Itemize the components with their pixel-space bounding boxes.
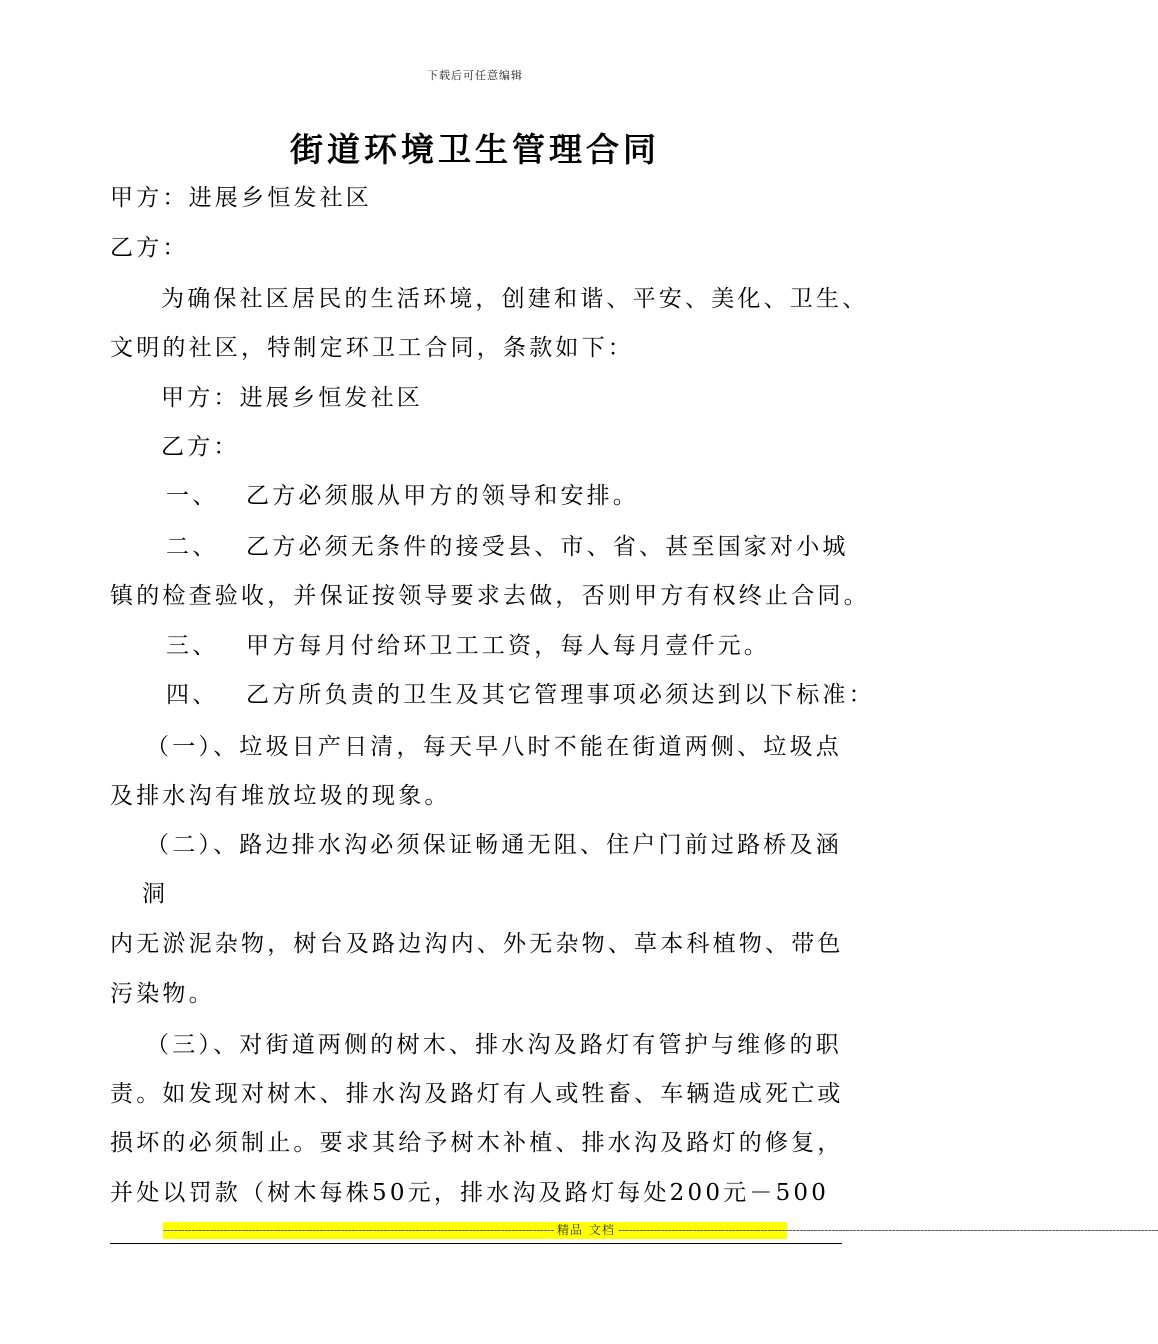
intro-line-1: 为确保社区居民的生活环境，创建和谐、平安、美化、卫生、 <box>161 286 869 312</box>
sub-2-line-3: 内无淤泥杂物，树台及路边沟内、外无杂物、草本科植物、带色 <box>110 931 844 957</box>
sub-3-line-3: 损坏的必须制止。要求其给予树木补植、排水沟及路灯的修复， <box>110 1130 844 1156</box>
intro-line-2: 文明的社区，特制定环卫工合同，条款如下： <box>110 335 634 361</box>
sub-1-line-2: 及排水沟有堆放垃圾的现象。 <box>110 783 451 809</box>
footer-label-1: 精品 <box>557 1223 584 1237</box>
clause-4 <box>166 680 875 710</box>
sub-2-line-1: （二）、路边排水沟必须保证畅通无阻、住户门前过路桥及涵 <box>146 832 842 858</box>
clause-2 <box>166 532 849 562</box>
document-title: 街道环境卫生管理合同 <box>290 130 660 169</box>
footer-label-2: 文档 <box>589 1223 616 1237</box>
clause-number: 二、 <box>166 534 219 560</box>
footer-dashes-left: -------------------------------------------------------------------------------------------------------------- <box>163 1223 555 1237</box>
clause-number: 四、 <box>166 682 219 708</box>
sub-3-line-4: 并处以罚款（树木每株50元，排水沟及路灯每处200元－500 <box>110 1180 830 1206</box>
party-a-line-2: 甲方：进展乡恒发社区 <box>161 385 423 411</box>
party-a-line: 甲方：进展乡恒发社区 <box>110 185 372 211</box>
clause-text: 乙方所负责的卫生及其它管理事项必须达到以下标准： <box>246 682 875 708</box>
clause-3 <box>166 631 770 661</box>
clause-text: 甲方每月付给环卫工工资，每人每月壹仟元。 <box>246 633 770 659</box>
sub-3-line-1: （三）、对街道两侧的树木、排水沟及路灯有管护与维修的职 <box>146 1032 842 1058</box>
clause-number: 一、 <box>166 483 219 509</box>
header-note: 下载后可任意编辑 <box>427 69 523 82</box>
clause-2-continued: 镇的检查验收，并保证按领导要求去做，否则甲方有权终止合同。 <box>110 583 870 609</box>
sub-2-line-2: 洞 <box>142 881 169 907</box>
footer-dashes-right: -------------------------------------------------------------------------------------------------------------------------------------------------------- <box>618 1223 1158 1237</box>
footer-watermark-bar <box>163 1222 1158 1239</box>
party-b-line-2: 乙方： <box>161 434 240 460</box>
sub-3-line-2: 责。如发现对树木、排水沟及路灯有人或牲畜、车辆造成死亡或 <box>110 1081 844 1107</box>
clause-number: 三、 <box>166 633 219 659</box>
sub-1-line-1: （一）、垃圾日产日清，每天早八时不能在街道两侧、垃圾点 <box>146 734 842 760</box>
footer-divider <box>110 1243 842 1244</box>
party-b-line: 乙方： <box>110 235 189 261</box>
sub-2-line-4: 污染物。 <box>110 981 215 1007</box>
clause-text: 乙方必须无条件的接受县、市、省、甚至国家对小城 <box>246 534 849 560</box>
clause-text: 乙方必须服从甲方的领导和安排。 <box>246 483 639 509</box>
clause-1 <box>166 481 639 511</box>
